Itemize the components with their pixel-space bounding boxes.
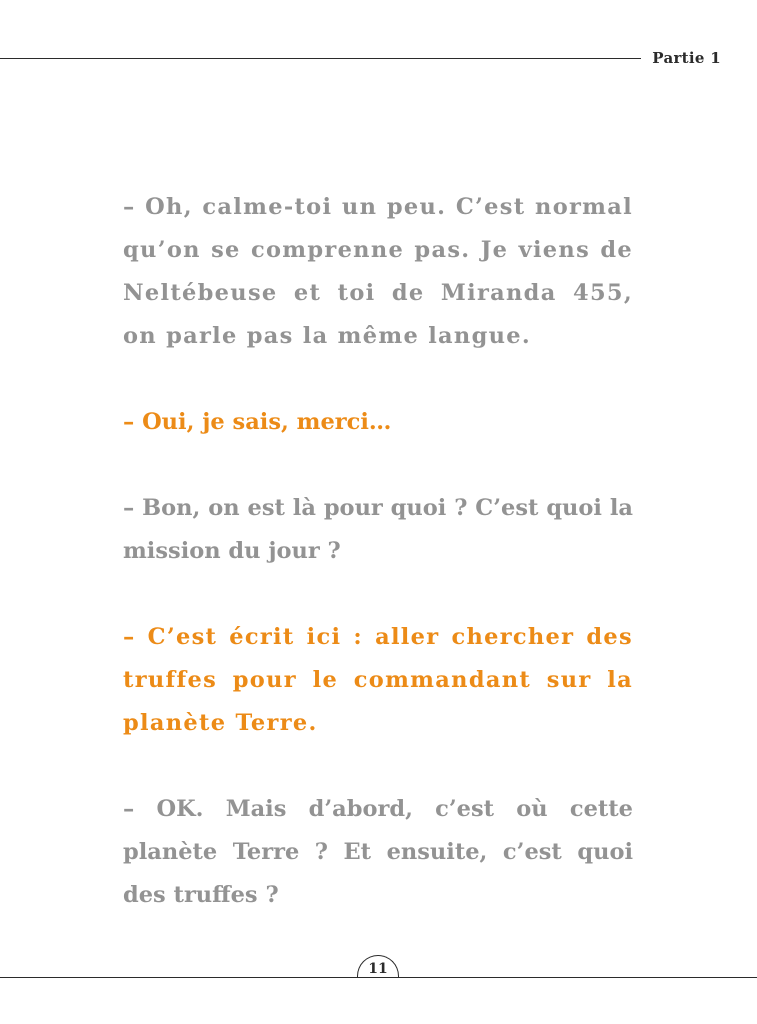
section-label: Partie 1 (652, 49, 721, 67)
dialogue-line-highlight: – Oui, je sais, merci… (123, 409, 392, 435)
page-number: 11 (368, 961, 388, 977)
page-number-tab (357, 955, 399, 977)
dialogue-line: – OK. Mais d’abord, c’est où cette planète Terre ? Et ensuite, c’est quoi des truffes ? (123, 796, 633, 908)
header-rule (0, 58, 641, 59)
dialogue-text (123, 186, 633, 960)
dialogue-line: – Oh, calme-toi un peu. C’est normal qu’on se comprenne pas. Je viens de Neltébeuse et toi de Miranda 455, on parle pas la même langue. (123, 194, 633, 349)
footer-rule (0, 977, 757, 978)
dialogue-line-highlight: – C’est écrit ici : aller chercher des truffes pour le commandant sur la planète Terre. (123, 624, 633, 736)
dialogue-line: – Bon, on est là pour quoi ? C’est quoi la mission du jour ? (123, 495, 633, 564)
